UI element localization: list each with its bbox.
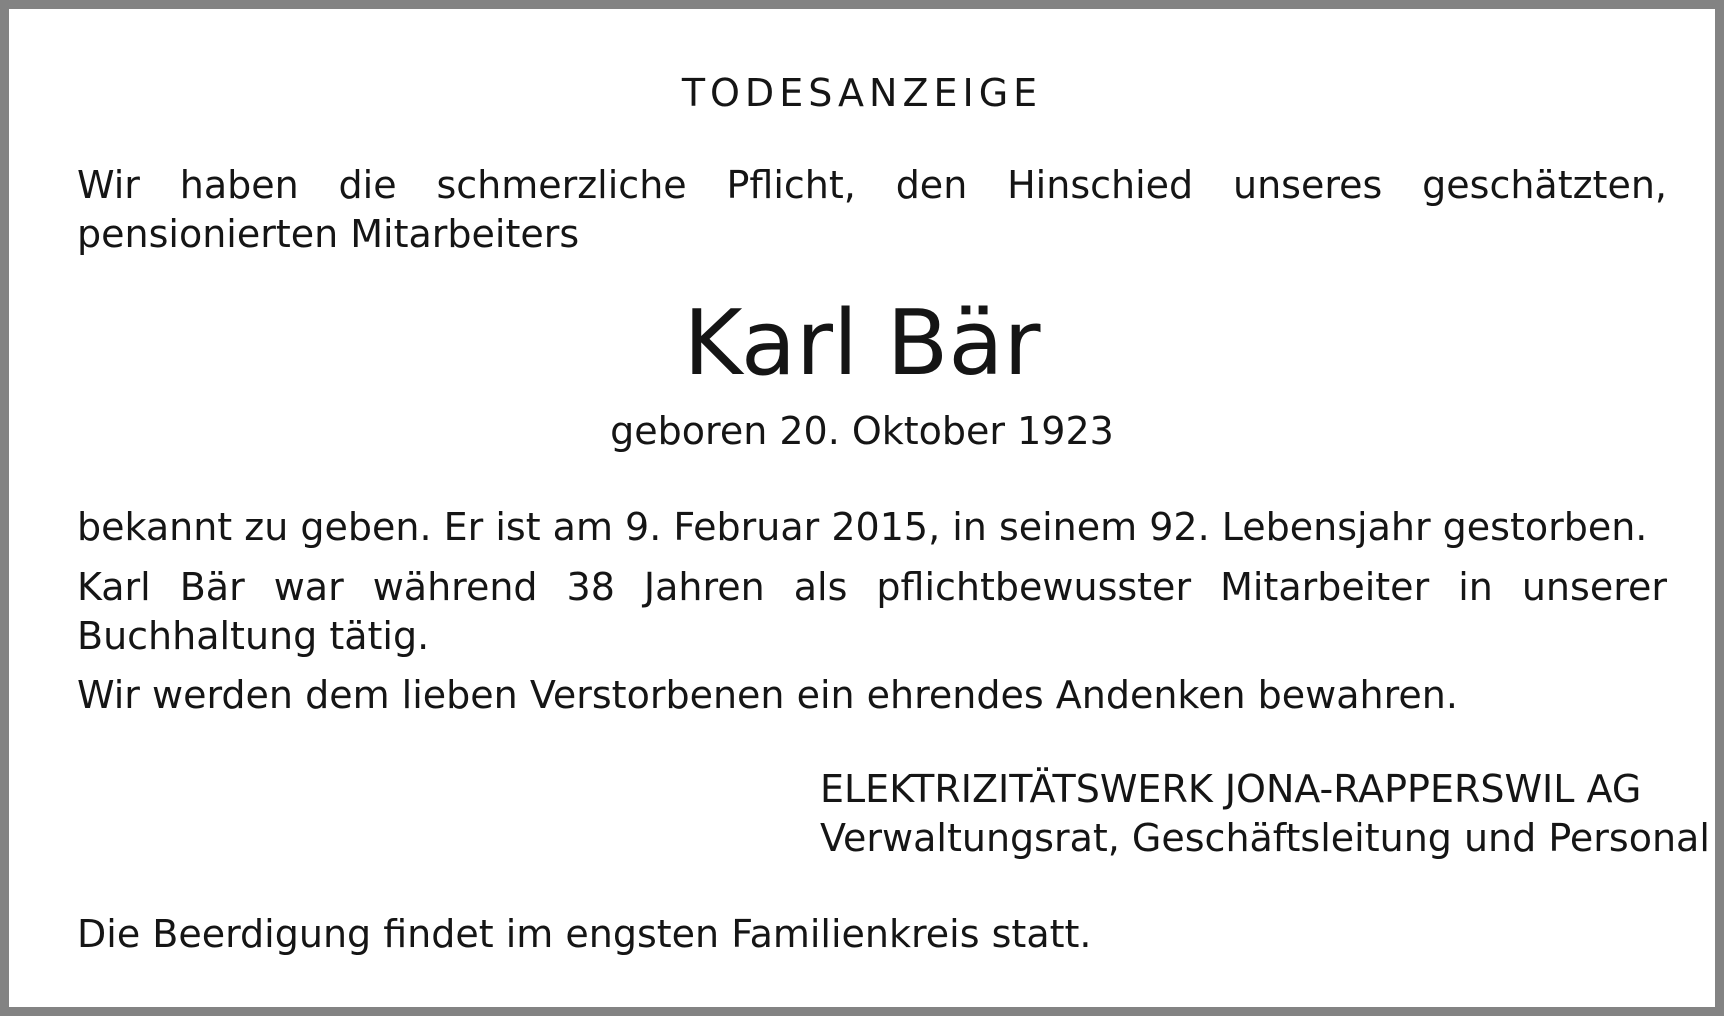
signatory-group: Verwaltungsrat, Geschäftsleitung und Personal [820, 816, 1710, 860]
company-name: ELEKTRIZITÄTSWERK JONA-RAPPERSWIL AG [820, 767, 1642, 811]
notice-heading: TODESANZEIGE [681, 71, 1043, 115]
funeral-paragraph: Die Beerdigung findet im engsten Familienkreis statt. [77, 912, 1092, 956]
service-paragraph: Karl Bär war während 38 Jahren als pflichtbewusster Mitarbeiter in unserer Buchhaltung tätig. [77, 565, 1667, 658]
signature-block [820, 765, 1710, 863]
death-paragraph: bekannt zu geben. Er ist am 9. Februar 2015, in seinem 92. Lebensjahr gestorben. [77, 505, 1648, 549]
birth-date: geboren 20. Oktober 1923 [610, 409, 1114, 453]
intro-paragraph: Wir haben die schmerzliche Pflicht, den Hinschied unseres geschätzten, pensionierten Mitarbeiters [77, 163, 1667, 256]
deceased-name: Karl Bär [683, 291, 1041, 396]
death-notice [9, 9, 1715, 1007]
memory-paragraph: Wir werden dem lieben Verstorbenen ein ehrendes Andenken bewahren. [77, 673, 1458, 717]
